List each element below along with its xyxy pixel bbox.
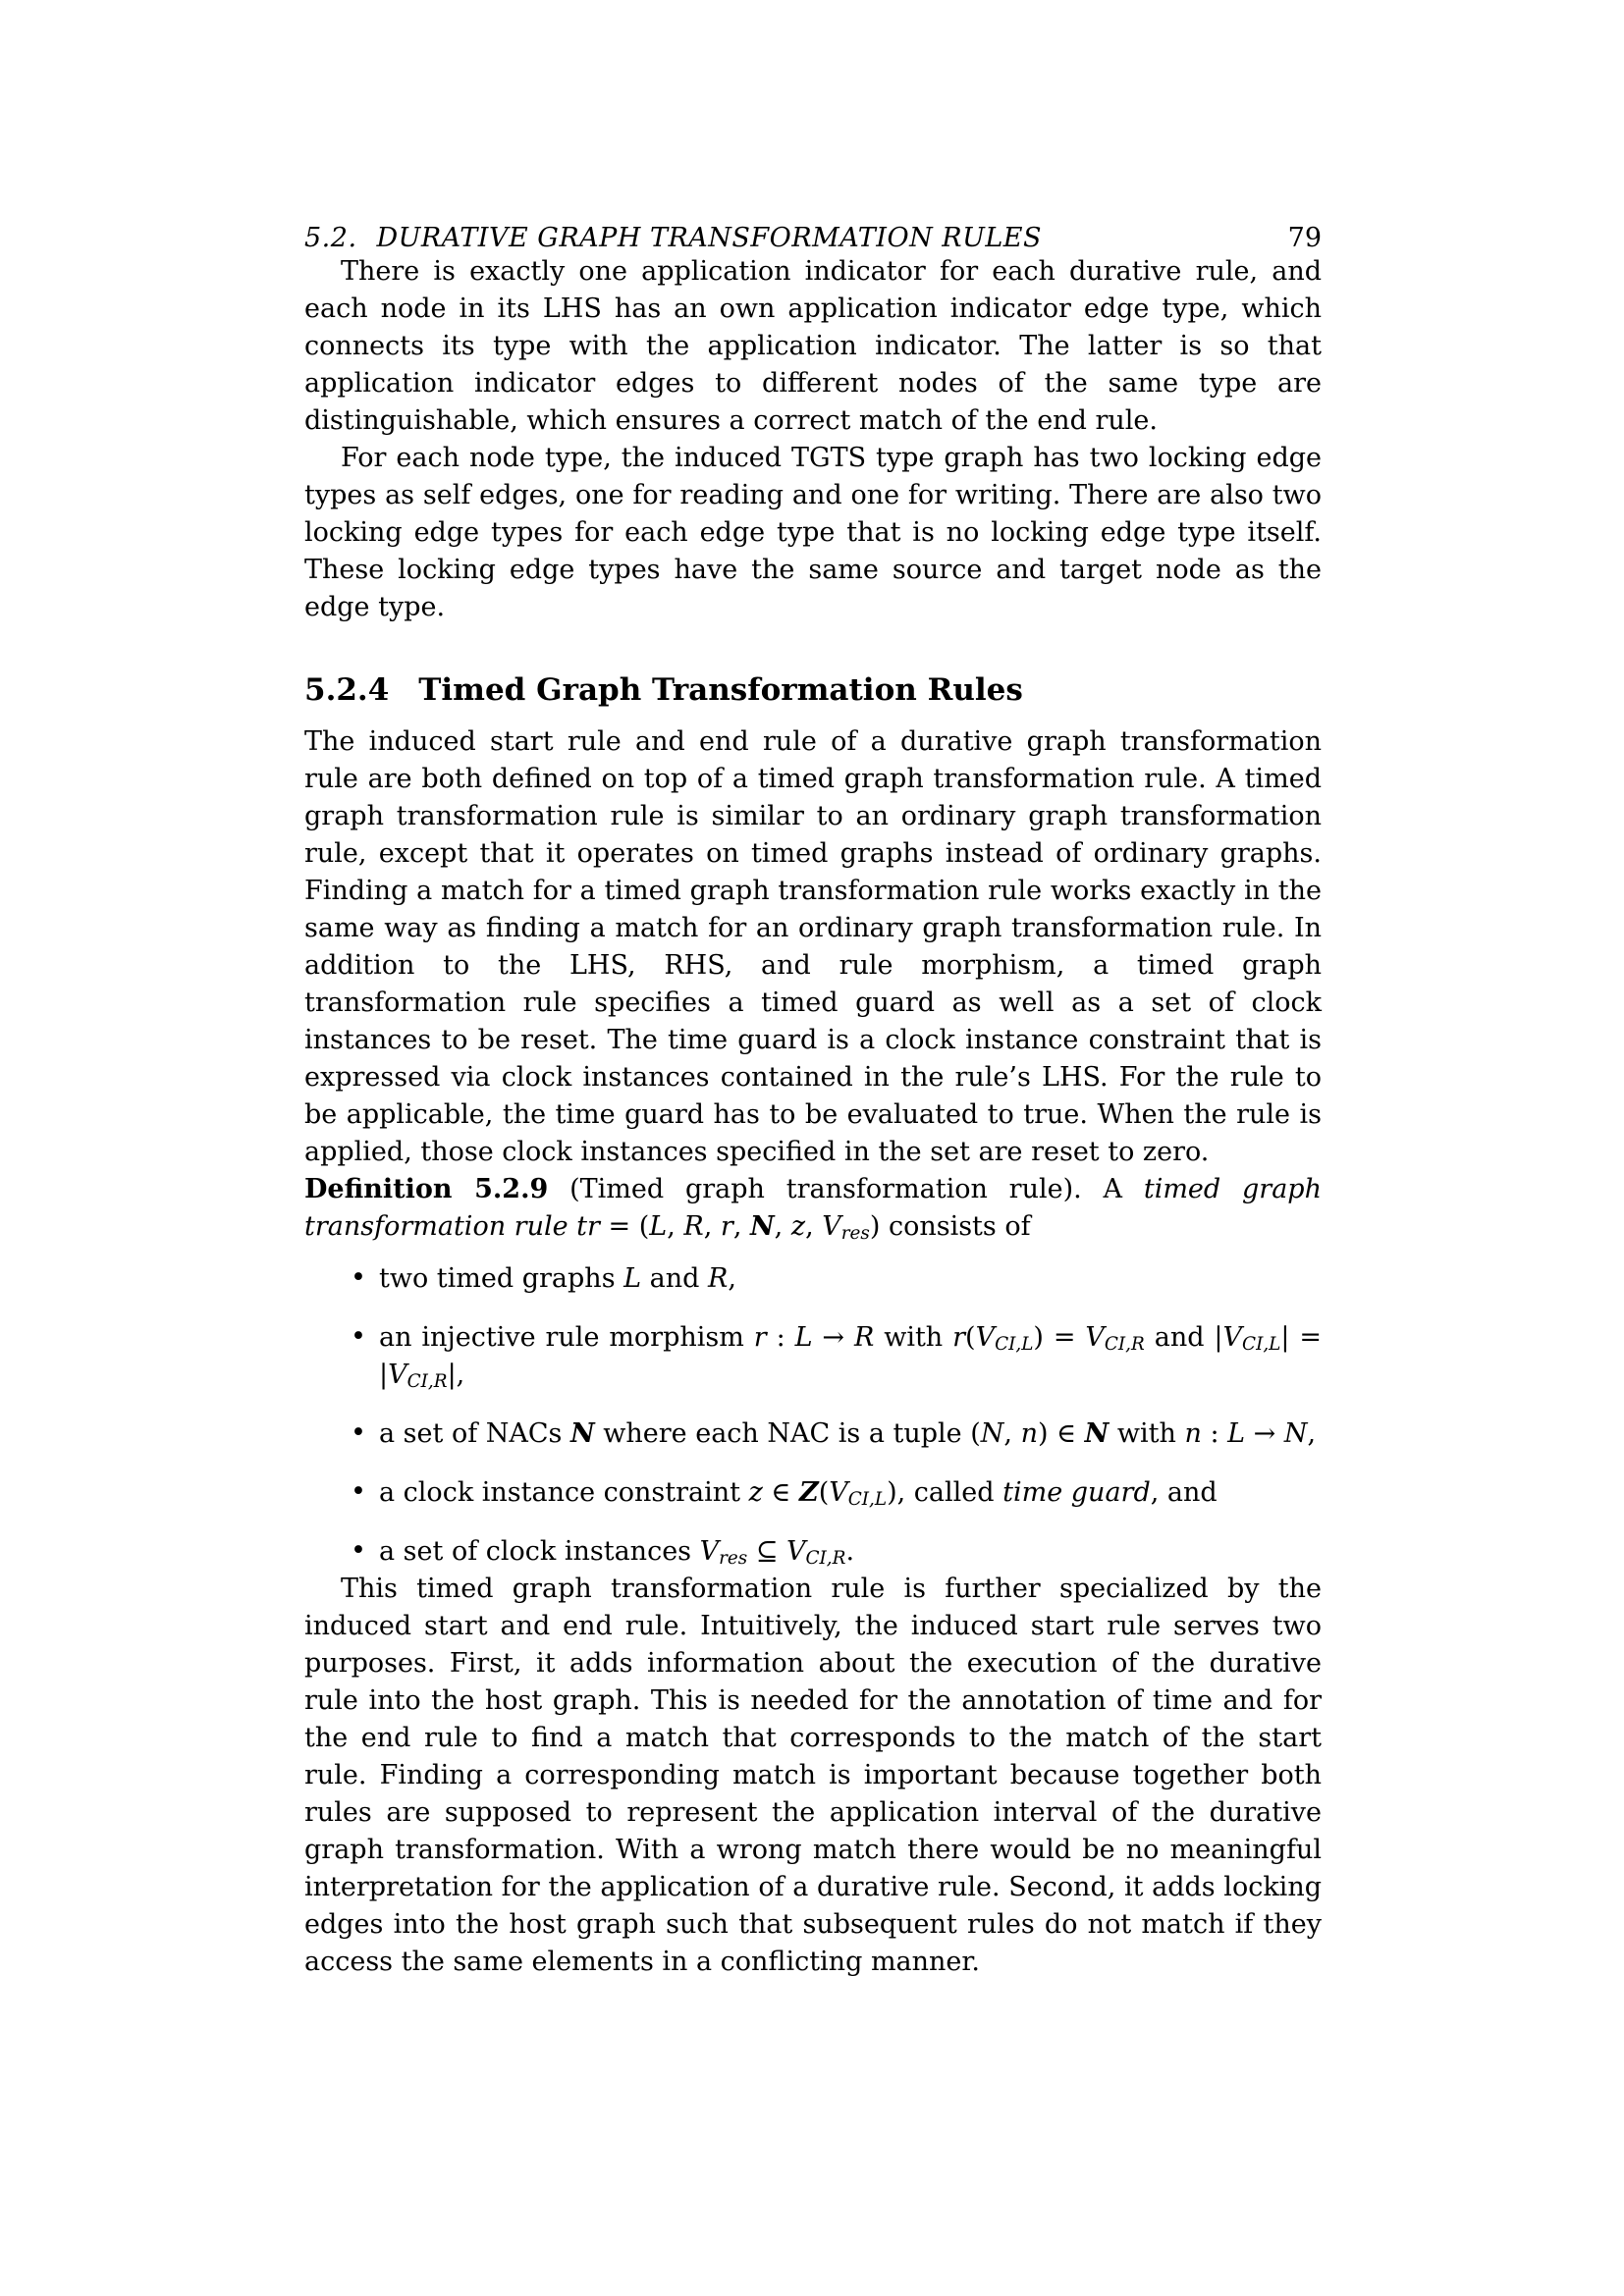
- running-head-left: [304, 224, 1042, 253]
- subsection-title: Timed Graph Transformation Rules: [418, 672, 1023, 708]
- bullet-item-nacs: [351, 1415, 1322, 1453]
- paragraph-2: For each node type, the induced TGTS type graph has two locking edge types as self edges, one for reading and one for writing. There are also two locking edge types for each edge type that is no locking edge type itself. These locking edge types have the same source and target node as the edge type.: [304, 443, 1322, 622]
- running-head: [304, 224, 1322, 253]
- page-content: [304, 224, 1322, 1981]
- paragraph-3: The induced start rule and end rule of a durative graph transformation rule are both defined on top of a timed graph transformation rule. A timed graph transformation rule is similar to an ordinary graph transformation rule, except that it operates on timed graphs instead of ordinary graphs. Finding a match for a timed graph transformation rule works exactly in the same way as finding a match for an ordinary graph transformation rule. In addition to the LHS, RHS, and rule morphism, a timed graph transformation rule specifies a timed guard as well as a set of clock instances to be reset. The time guard is a clock instance constraint that is expressed via clock instances contained in the rule’s LHS. For the rule to be applicable, the time guard has to be evaluated to true. When the rule is applied, those clock instances specified in the set are reset to zero.: [304, 726, 1322, 1167]
- subsection-number: 5.2.4: [304, 672, 390, 708]
- bullet-marker: •: [351, 1476, 366, 1507]
- definition-bullet-list: [304, 1260, 1322, 1571]
- bullet-marker: •: [351, 1417, 366, 1448]
- subsection-heading: [304, 670, 1322, 710]
- bullet-marker: •: [351, 1535, 366, 1566]
- definition-paragraph: Definition 5.2.9 (Timed graph transformation rule). A timed graph transformation rule tr = (L, R, r, N, z, Vres) consists of: [304, 1174, 1322, 1245]
- bullet-content: a set of clock instances Vres ⊆ VCI,R.: [379, 1536, 855, 1570]
- bullet-item-rule-morphism: [351, 1319, 1322, 1394]
- bullet-item-clock-instances: [351, 1533, 1322, 1571]
- running-head-section-number: 5.2.: [304, 223, 357, 253]
- bullet-marker: •: [351, 1262, 366, 1293]
- running-head-section-title: DURATIVE GRAPH TRANSFORMATION RULES: [376, 223, 1043, 253]
- bullet-item-time-guard: [351, 1474, 1322, 1512]
- bullet-item-timed-graphs: [351, 1260, 1322, 1298]
- bullet-content: an injective rule morphism r : L → R with r(VCI,L) = VCI,R and |VCI,L| = |VCI,R|,: [379, 1322, 1322, 1393]
- paragraph-1: There is exactly one application indicator for each durative rule, and each node in its LHS has an own application indicator edge type, which connects its type with the application indicator. The latter is so that application indicator edges to different nodes of the same type are distinguishable, which ensures a correct match of the end rule.: [304, 256, 1322, 436]
- bullet-content: a clock instance constraint z ∈ Z(VCI,L), called time guard, and: [379, 1477, 1218, 1511]
- bullet-content: a set of NACs N where each NAC is a tuple (N, n) ∈ N with n : L → N,: [379, 1418, 1317, 1449]
- bullet-content: two timed graphs L and R,: [379, 1263, 736, 1294]
- bullet-marker: •: [351, 1321, 366, 1352]
- paragraph-4: This timed graph transformation rule is further specialized by the induced start and end rule. Intuitively, the induced start rule serves two purposes. First, it adds information about the execution of the durative rule into the host graph. This is needed for the annotation of time and for the end rule to find a match that corresponds to the match of the start rule. Finding a corresponding match is important because together both rules are supposed to represent the application interval of the durative graph transformation. With a wrong match there would be no meaningful interpretation for the application of a durative rule. Second, it adds locking edges into the host graph such that subsequent rules do not match if they access the same elements in a conflicting manner.: [304, 1574, 1322, 1977]
- body-text: [304, 253, 1322, 1981]
- page-number: 79: [1287, 223, 1322, 253]
